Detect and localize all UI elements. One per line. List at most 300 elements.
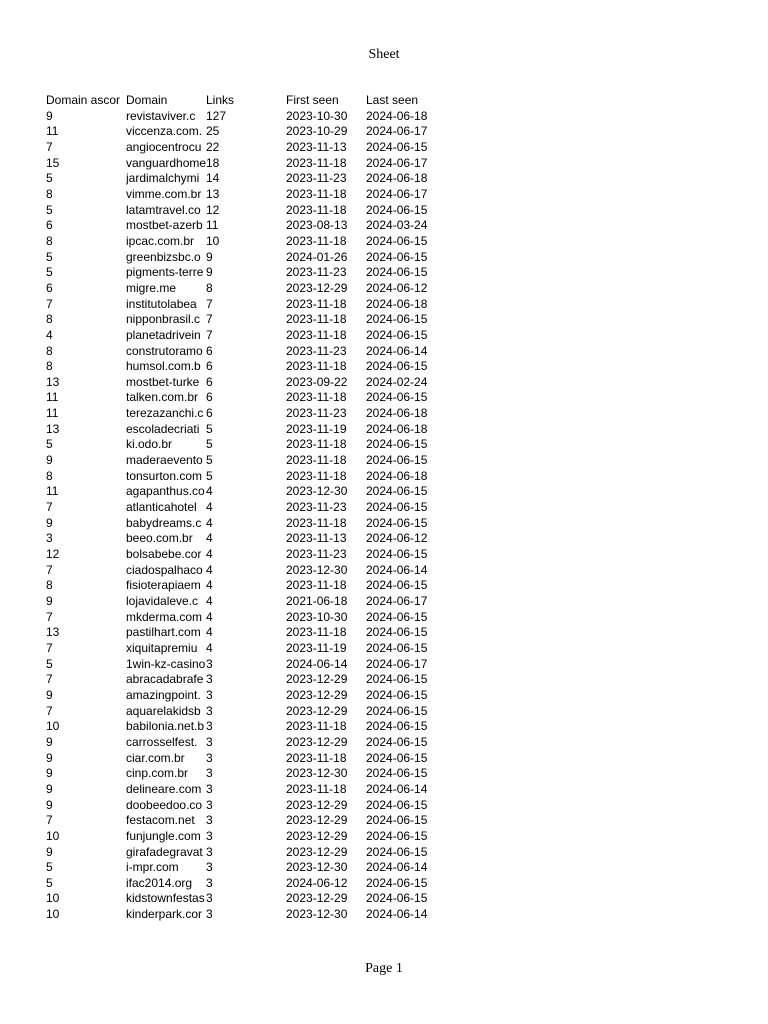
sheet-title: Sheet: [368, 47, 400, 62]
last-seen-cell: 2024-06-15: [366, 687, 428, 702]
links-cell: 4: [206, 625, 213, 640]
domain-ascore-cell: 13: [46, 374, 60, 389]
domain-cell: vanguardhome: [126, 155, 206, 170]
links-cell: 3: [206, 781, 213, 796]
last-seen-cell: 2024-06-18: [366, 108, 428, 123]
domain-cell: fisioterapiaem: [126, 578, 201, 593]
table-row: [46, 719, 446, 735]
first-seen-cell: 2023-11-18: [286, 202, 347, 217]
domain-cell: pastilhart.com: [126, 625, 201, 640]
first-seen-cell: 2023-11-18: [286, 186, 347, 201]
domain-cell: pigments-terre: [126, 265, 204, 280]
last-seen-cell: 2024-02-24: [366, 374, 428, 389]
first-seen-cell: 2023-11-18: [286, 578, 347, 593]
domain-ascore-cell: 8: [46, 186, 53, 201]
links-cell: 6: [206, 390, 213, 405]
last-seen-cell: 2024-06-15: [366, 359, 428, 374]
domain-cell: abracadabrafe: [126, 672, 204, 687]
domain-cell: cinp.com.br: [126, 766, 189, 781]
domain-ascore-cell: 5: [46, 249, 53, 264]
table-row: [46, 516, 446, 532]
last-seen-cell: 2024-06-18: [366, 406, 428, 421]
links-cell: 3: [206, 907, 213, 922]
first-seen-cell: 2023-11-19: [286, 640, 347, 655]
first-seen-cell: 2023-11-23: [286, 547, 347, 562]
links-cell: 5: [206, 437, 213, 452]
domain-cell: greenbizsbc.o: [126, 249, 201, 264]
domain-ascore-cell: 8: [46, 578, 53, 593]
domain-cell: vimme.com.br: [126, 186, 202, 201]
domain-ascore-cell: 7: [46, 296, 53, 311]
domain-ascore-cell: 5: [46, 265, 53, 280]
table-row: [46, 375, 446, 391]
links-cell: 3: [206, 844, 213, 859]
domain-ascore-cell: 7: [46, 672, 53, 687]
domain-cell: agapanthus.co: [126, 484, 205, 499]
first-seen-cell: 2023-12-29: [286, 703, 348, 718]
first-seen-cell: 2023-12-29: [286, 828, 348, 843]
first-seen-cell: 2023-11-18: [286, 781, 347, 796]
domain-ascore-cell: 5: [46, 875, 53, 890]
domain-cell: kidstownfestas: [126, 891, 205, 906]
first-seen-cell: 2023-12-30: [286, 907, 348, 922]
domain-cell: construtoramo: [126, 343, 203, 358]
domain-ascore-cell: 11: [46, 406, 59, 421]
last-seen-cell: 2024-06-15: [366, 547, 428, 562]
table-row: [46, 187, 446, 203]
domain-ascore-cell: 7: [46, 562, 53, 577]
last-seen-cell: 2024-06-15: [366, 609, 428, 624]
last-seen-cell: 2024-06-15: [366, 390, 428, 405]
table-row: [46, 203, 446, 219]
domain-cell: ipcac.com.br: [126, 233, 195, 248]
domain-ascore-cell: 10: [46, 719, 60, 734]
first-seen-cell: 2023-10-29: [286, 124, 348, 139]
table-row: [46, 406, 446, 422]
domain-ascore-cell: 8: [46, 343, 53, 358]
domain-cell: tonsurton.com: [126, 468, 203, 483]
table-row: [46, 657, 446, 673]
domain-ascore-cell: 9: [46, 844, 53, 859]
first-seen-cell: 2023-12-29: [286, 891, 348, 906]
first-seen-cell: 2024-06-12: [286, 875, 348, 890]
last-seen-cell: 2024-06-15: [366, 249, 428, 264]
last-seen-cell: 2024-06-15: [366, 515, 428, 530]
domain-ascore-cell: 9: [46, 108, 53, 123]
table-row: [46, 860, 446, 876]
table-row: [46, 140, 446, 156]
links-cell: 3: [206, 687, 213, 702]
first-seen-cell: 2023-12-29: [286, 280, 348, 295]
domain-ascore-cell: 9: [46, 687, 53, 702]
domain-ascore-cell: 8: [46, 359, 53, 374]
domain-ascore-cell: 7: [46, 813, 53, 828]
domain-cell: planetadrivein: [126, 327, 201, 342]
domain-ascore-cell: 11: [46, 390, 59, 405]
first-seen-cell: 2023-12-29: [286, 687, 348, 702]
first-seen-cell: 2023-11-18: [286, 390, 347, 405]
first-seen-cell: 2023-12-30: [286, 562, 348, 577]
last-seen-cell: 2024-06-18: [366, 468, 428, 483]
links-cell: 4: [206, 500, 213, 515]
last-seen-cell: 2024-06-15: [366, 578, 428, 593]
domain-cell: girafadegravat: [126, 844, 203, 859]
first-seen-cell: 2021-06-18: [286, 594, 348, 608]
domain-cell: humsol.com.b: [126, 359, 201, 374]
domain-ascore-cell: 7: [46, 609, 53, 624]
last-seen-cell: 2024-06-15: [366, 453, 428, 468]
last-seen-cell: 2024-06-17: [366, 155, 428, 170]
last-seen-cell: 2024-06-18: [366, 296, 428, 311]
last-seen-cell: 2024-06-15: [366, 844, 428, 859]
last-seen-cell: 2024-06-15: [366, 828, 428, 843]
domain-ascore-cell: 7: [46, 640, 53, 655]
domain-cell: ifac2014.org: [126, 875, 193, 890]
first-seen-cell: 2023-11-18: [286, 359, 347, 374]
last-seen-cell: 2024-06-17: [366, 594, 428, 608]
links-cell: 3: [206, 656, 213, 671]
domain-cell: maderaevento: [126, 453, 203, 468]
last-seen-cell: 2024-06-15: [366, 719, 428, 734]
links-cell: 3: [206, 813, 213, 828]
first-seen-cell: 2023-12-30: [286, 484, 348, 499]
domain-cell: ciar.com.br: [126, 750, 185, 765]
last-seen-cell: 2024-06-12: [366, 280, 428, 295]
header-domain-ascore: Domain ascor: [46, 93, 121, 107]
domain-ascore-cell: 8: [46, 233, 53, 248]
table-body: [46, 109, 446, 923]
domain-cell: angiocentrocu: [126, 139, 202, 154]
domain-cell: carrosselfest.: [126, 734, 198, 749]
last-seen-cell: 2024-06-14: [366, 860, 428, 875]
table-row: [46, 782, 446, 798]
domain-cell: lojavidaleve.c: [126, 594, 199, 608]
last-seen-cell: 2024-06-15: [366, 139, 428, 154]
domain-cell: babydreams.c: [126, 515, 202, 530]
table-row: [46, 547, 446, 563]
last-seen-cell: 2024-06-15: [366, 312, 428, 327]
header-links: Links: [206, 93, 235, 107]
links-cell: 6: [206, 374, 213, 389]
first-seen-cell: 2023-12-30: [286, 766, 348, 781]
domain-ascore-cell: 15: [46, 155, 60, 170]
links-cell: 127: [206, 108, 227, 123]
last-seen-cell: 2024-06-15: [366, 766, 428, 781]
header-last-seen: Last seen: [366, 93, 419, 107]
links-cell: 3: [206, 672, 213, 687]
table-row: [46, 704, 446, 720]
domain-cell: latamtravel.co: [126, 202, 201, 217]
last-seen-cell: 2024-03-24: [366, 218, 428, 233]
table-row: [46, 891, 446, 907]
links-cell: 6: [206, 343, 213, 358]
domain-ascore-cell: 9: [46, 766, 53, 781]
first-seen-cell: 2023-12-29: [286, 813, 348, 828]
links-cell: 7: [206, 296, 213, 311]
first-seen-cell: 2023-11-23: [286, 406, 347, 421]
links-cell: 5: [206, 468, 213, 483]
domain-cell: i-mpr.com: [126, 860, 179, 875]
table-row: [46, 312, 446, 328]
table-row: [46, 672, 446, 688]
first-seen-cell: 2023-12-29: [286, 844, 348, 859]
table-row: [46, 829, 446, 845]
table-row: [46, 610, 446, 626]
first-seen-cell: 2023-11-19: [286, 421, 347, 436]
domain-ascore-cell: 3: [46, 531, 53, 546]
links-cell: 7: [206, 312, 213, 327]
domain-ascore-cell: 6: [46, 280, 53, 295]
first-seen-cell: 2023-11-18: [286, 468, 347, 483]
links-cell: 3: [206, 875, 213, 890]
first-seen-cell: 2023-12-29: [286, 672, 348, 687]
links-cell: 18: [206, 155, 220, 170]
links-cell: 3: [206, 750, 213, 765]
table-row: [46, 359, 446, 375]
domain-cell: institutolabea: [126, 296, 197, 311]
last-seen-cell: 2024-06-15: [366, 327, 428, 342]
links-cell: 3: [206, 766, 213, 781]
first-seen-cell: 2023-11-13: [286, 531, 347, 546]
domain-cell: jardimalchymi: [126, 171, 200, 186]
first-seen-cell: 2023-11-18: [286, 719, 347, 734]
domain-ascore-cell: 9: [46, 734, 53, 749]
domain-ascore-cell: 5: [46, 860, 53, 875]
links-cell: 5: [206, 421, 213, 436]
domain-ascore-cell: 4: [46, 327, 53, 342]
first-seen-cell: 2023-12-29: [286, 797, 348, 812]
links-cell: 3: [206, 828, 213, 843]
last-seen-cell: 2024-06-15: [366, 500, 428, 515]
domain-ascore-cell: 9: [46, 797, 53, 812]
domain-ascore-cell: 5: [46, 202, 53, 217]
last-seen-cell: 2024-06-15: [366, 875, 428, 890]
table-row: [46, 735, 446, 751]
first-seen-cell: 2023-11-18: [286, 625, 347, 640]
domain-cell: mostbet-azerb: [126, 218, 203, 233]
domain-ascore-cell: 11: [46, 124, 59, 139]
first-seen-cell: 2023-11-18: [286, 437, 347, 452]
table-row: [46, 281, 446, 297]
table-row: [46, 234, 446, 250]
links-cell: 4: [206, 547, 213, 562]
last-seen-cell: 2024-06-15: [366, 265, 428, 280]
links-cell: 3: [206, 891, 213, 906]
table-row: [46, 751, 446, 767]
table-row: [46, 297, 446, 313]
table-row: [46, 766, 446, 782]
links-cell: 14: [206, 171, 220, 186]
table-row: [46, 500, 446, 516]
links-cell: 6: [206, 359, 213, 374]
domain-cell: ki.odo.br: [126, 437, 173, 452]
links-cell: 4: [206, 640, 213, 655]
table-row: [46, 109, 446, 125]
domain-ascore-cell: 8: [46, 468, 53, 483]
last-seen-cell: 2024-06-15: [366, 672, 428, 687]
last-seen-cell: 2024-06-15: [366, 797, 428, 812]
table-row: [46, 876, 446, 892]
last-seen-cell: 2024-06-15: [366, 703, 428, 718]
domain-ascore-cell: 7: [46, 139, 53, 154]
table-row: [46, 813, 446, 829]
last-seen-cell: 2024-06-15: [366, 891, 428, 906]
last-seen-cell: 2024-06-15: [366, 640, 428, 655]
last-seen-cell: 2024-06-14: [366, 343, 428, 358]
domain-ascore-cell: 10: [46, 907, 60, 922]
table-row: [46, 469, 446, 485]
last-seen-cell: 2024-06-18: [366, 421, 428, 436]
links-cell: 9: [206, 249, 213, 264]
first-seen-cell: 2023-11-18: [286, 233, 347, 248]
links-cell: 3: [206, 797, 213, 812]
table-row: [46, 594, 446, 610]
table-row: [46, 484, 446, 500]
table-row: [46, 798, 446, 814]
first-seen-cell: 2023-08-13: [286, 218, 348, 233]
table-row: [46, 625, 446, 641]
table-row: [46, 845, 446, 861]
domain-cell: mkderma.com: [126, 609, 203, 624]
table-row: [46, 124, 446, 140]
page-footer: Page 1: [365, 961, 403, 976]
last-seen-cell: 2024-06-14: [366, 907, 428, 922]
domain-ascore-cell: 5: [46, 437, 53, 452]
first-seen-cell: 2023-11-23: [286, 265, 347, 280]
first-seen-cell: 2023-11-18: [286, 296, 347, 311]
first-seen-cell: 2023-11-23: [286, 171, 347, 186]
links-cell: 6: [206, 406, 213, 421]
domain-cell: amazingpoint.: [126, 687, 201, 702]
last-seen-cell: 2024-06-15: [366, 484, 428, 499]
header-domain: Domain: [126, 93, 168, 107]
first-seen-cell: 2023-11-13: [286, 139, 347, 154]
links-cell: 4: [206, 515, 213, 530]
last-seen-cell: 2024-06-15: [366, 625, 428, 640]
domain-cell: escoladecriati: [126, 421, 200, 436]
last-seen-cell: 2024-06-15: [366, 202, 428, 217]
domain-cell: delineare.com: [126, 781, 202, 796]
domain-ascore-cell: 7: [46, 703, 53, 718]
table-row: [46, 218, 446, 234]
table-row: [46, 171, 446, 187]
domain-ascore-cell: 9: [46, 750, 53, 765]
first-seen-cell: 2023-11-18: [286, 453, 347, 468]
domain-cell: babilonia.net.b: [126, 719, 205, 734]
domain-cell: mostbet-turke: [126, 374, 200, 389]
domain-cell: atlanticahotel: [126, 500, 197, 515]
links-cell: 4: [206, 609, 213, 624]
domain-cell: ciadospalhaco: [126, 562, 203, 577]
links-cell: 22: [206, 139, 220, 154]
last-seen-cell: 2024-06-17: [366, 656, 428, 671]
table-row: [46, 265, 446, 281]
links-cell: 9: [206, 265, 213, 280]
domain-cell: talken.com.br: [126, 390, 199, 405]
last-seen-cell: 2024-06-17: [366, 124, 428, 139]
domain-cell: nipponbrasil.c: [126, 312, 201, 327]
first-seen-cell: 2023-11-18: [286, 750, 347, 765]
links-cell: 13: [206, 186, 220, 201]
last-seen-cell: 2024-06-15: [366, 750, 428, 765]
links-cell: 3: [206, 734, 213, 749]
last-seen-cell: 2024-06-14: [366, 562, 428, 577]
data-table: [46, 93, 446, 923]
domain-ascore-cell: 11: [46, 484, 59, 499]
links-cell: 5: [206, 453, 213, 468]
links-cell: 3: [206, 703, 213, 718]
table-row: [46, 641, 446, 657]
last-seen-cell: 2024-06-15: [366, 813, 428, 828]
domain-cell: doobeedoo.co: [126, 797, 203, 812]
domain-ascore-cell: 9: [46, 453, 53, 468]
domain-cell: funjungle.com: [126, 828, 201, 843]
table-row: [46, 563, 446, 579]
table-row: [46, 578, 446, 594]
last-seen-cell: 2024-06-18: [366, 171, 428, 186]
first-seen-cell: 2023-09-22: [286, 374, 348, 389]
first-seen-cell: 2023-12-30: [286, 860, 348, 875]
domain-ascore-cell: 13: [46, 625, 60, 640]
links-cell: 4: [206, 562, 213, 577]
links-cell: 4: [206, 531, 213, 546]
domain-ascore-cell: 8: [46, 312, 53, 327]
domain-cell: kinderpark.cor: [126, 907, 203, 922]
table-row: [46, 688, 446, 704]
links-cell: 4: [206, 594, 213, 608]
domain-ascore-cell: 5: [46, 656, 53, 671]
domain-cell: xiquitapremiu: [126, 640, 198, 655]
links-cell: 4: [206, 578, 213, 593]
last-seen-cell: 2024-06-14: [366, 781, 428, 796]
links-cell: 12: [206, 202, 220, 217]
domain-cell: aquarelakidsb: [126, 703, 201, 718]
table-row: [46, 156, 446, 172]
last-seen-cell: 2024-06-15: [366, 734, 428, 749]
domain-ascore-cell: 10: [46, 828, 60, 843]
table-row: [46, 250, 446, 266]
domain-cell: beeo.com.br: [126, 531, 193, 546]
last-seen-cell: 2024-06-15: [366, 233, 428, 248]
first-seen-cell: 2023-10-30: [286, 108, 348, 123]
domain-ascore-cell: 9: [46, 515, 53, 530]
domain-ascore-cell: 5: [46, 171, 53, 186]
links-cell: 7: [206, 327, 213, 342]
links-cell: 3: [206, 860, 213, 875]
first-seen-cell: 2023-12-29: [286, 734, 348, 749]
domain-ascore-cell: 12: [46, 547, 60, 562]
domain-cell: 1win-kz-casino: [126, 656, 206, 671]
links-cell: 4: [206, 484, 213, 499]
domain-ascore-cell: 10: [46, 891, 60, 906]
domain-cell: terezazanchi.c: [126, 406, 204, 421]
table-row: [46, 422, 446, 438]
links-cell: 11: [206, 218, 219, 233]
links-cell: 10: [206, 233, 220, 248]
first-seen-cell: 2023-11-23: [286, 500, 347, 515]
domain-cell: viccenza.com.: [126, 124, 203, 139]
table-row: [46, 437, 446, 453]
last-seen-cell: 2024-06-15: [366, 437, 428, 452]
domain-cell: festacom.net: [126, 813, 195, 828]
domain-ascore-cell: 7: [46, 500, 53, 515]
domain-ascore-cell: 6: [46, 218, 53, 233]
first-seen-cell: 2024-01-26: [286, 249, 348, 264]
header-first-seen: First seen: [286, 93, 339, 107]
table-row: [46, 453, 446, 469]
last-seen-cell: 2024-06-12: [366, 531, 428, 546]
domain-ascore-cell: 9: [46, 594, 53, 608]
